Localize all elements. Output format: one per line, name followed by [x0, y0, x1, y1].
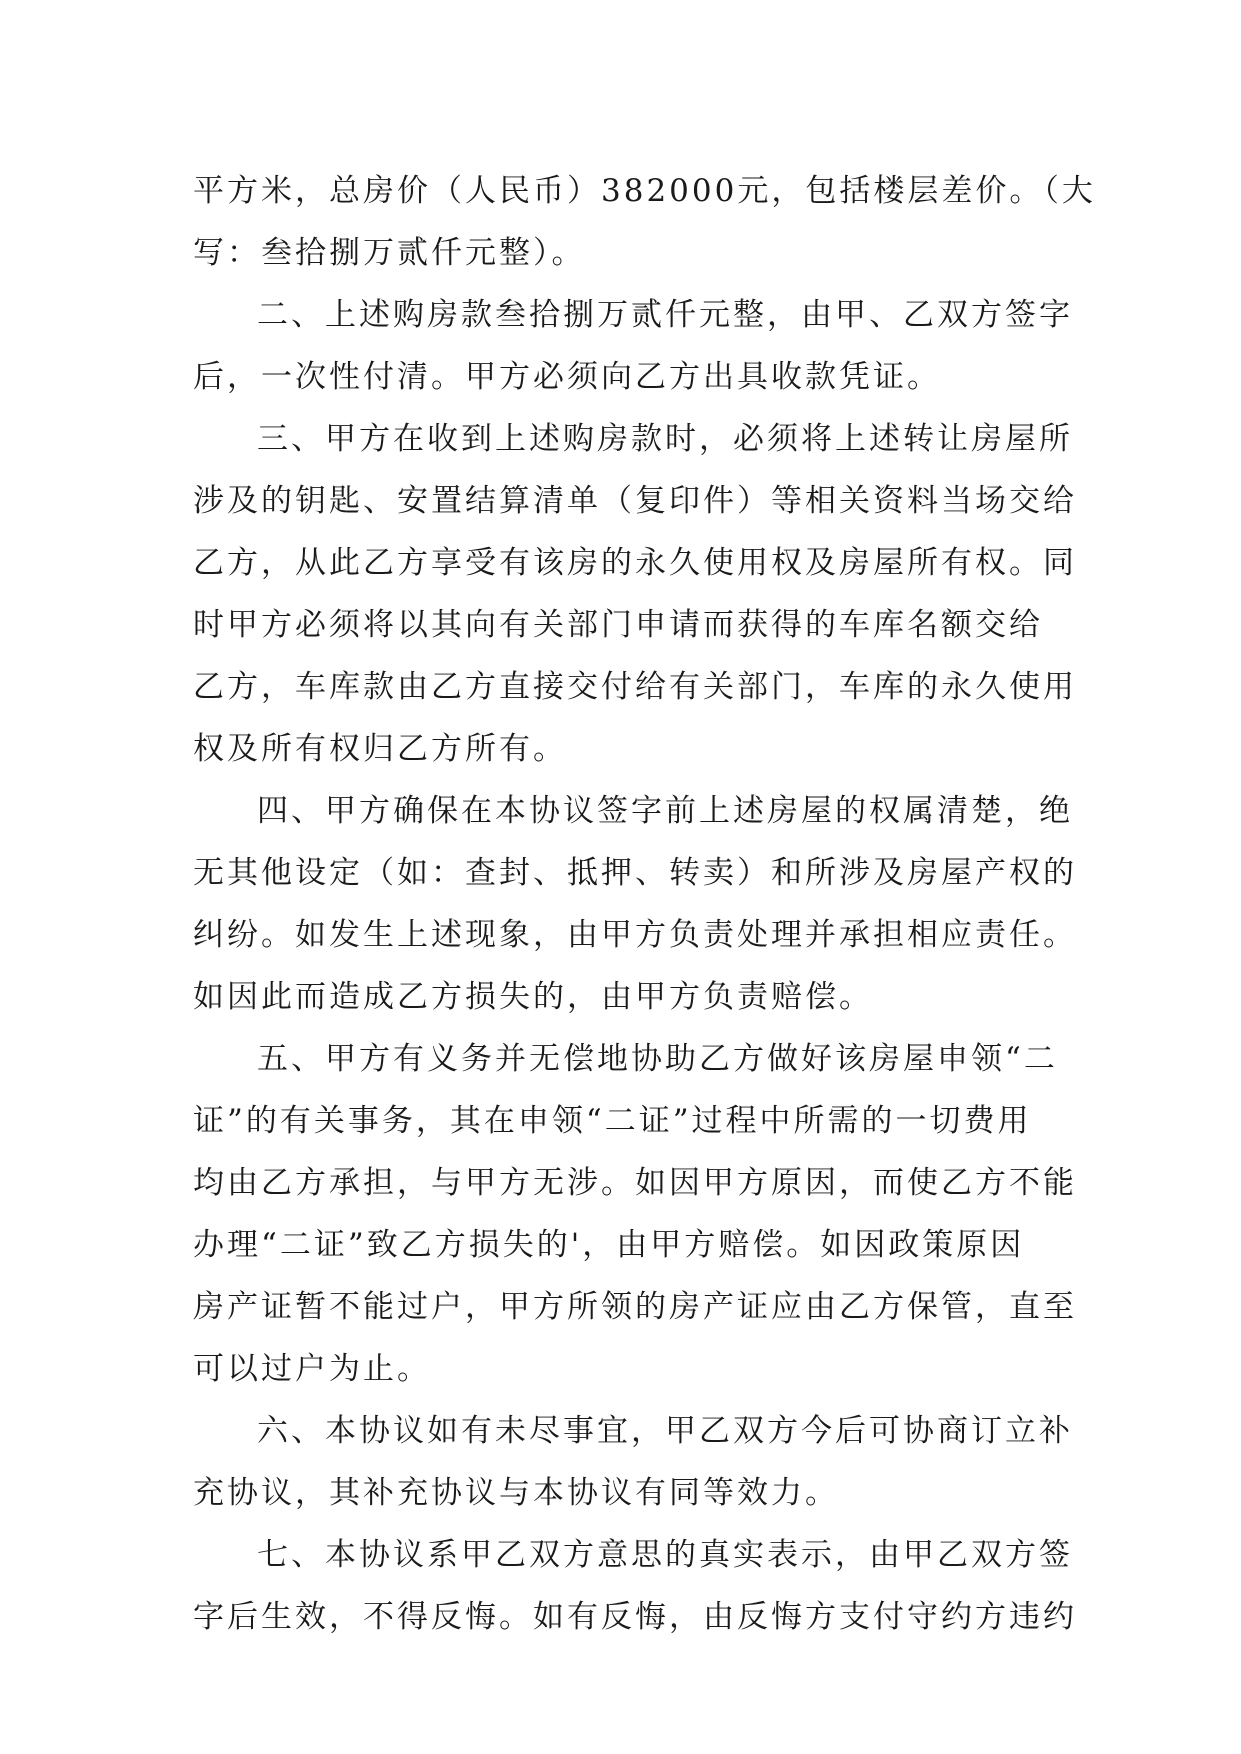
paragraph-first-line: 五、甲方有义务并无偿地协助乙方做好该房屋申领“二 — [257, 1041, 1058, 1077]
text-line: 均由乙方承担，与甲方无涉。如因甲方原因，而使乙方不能 — [193, 1165, 1077, 1201]
text-line: 时甲方必须将以其向有关部门申请而获得的车库名额交给 — [193, 607, 1043, 643]
paragraph-first-line: 七、本协议系甲乙双方意思的真实表示，由甲乙双方签 — [257, 1537, 1073, 1573]
text-line: 房产证暂不能过户，甲方所领的房产证应由乙方保管，直至 — [193, 1289, 1077, 1325]
text-line: 写：叁拾捌万贰仟元整）。 — [193, 235, 586, 271]
text-line: 如因此而造成乙方损失的，由甲方负责赔偿。 — [193, 979, 873, 1015]
text-line: 字后生效，不得反悔。如有反悔，由反悔方支付守约方违约 — [193, 1599, 1077, 1635]
text-line: 证”的有关事务，其在申领“二证”过程中所需的一切费用 — [193, 1103, 1032, 1139]
text-line: 充协议，其补充协议与本协议有同等效力。 — [193, 1475, 839, 1511]
paragraph-first-line: 三、甲方在收到上述购房款时，必须将上述转让房屋所 — [257, 421, 1073, 457]
document-body — [193, 160, 1096, 1648]
text-line: 纠纷。如发生上述现象，由甲方负责处理并承担相应责任。 — [193, 917, 1077, 953]
text-line: 涉及的钥匙、安置结算清单（复印件）等相关资料当场交给 — [193, 483, 1077, 519]
paragraph-first-line: 二、上述购房款叁拾捌万贰仟元整，由甲、乙双方签字 — [257, 297, 1073, 333]
text-line: 无其他设定（如：查封、抵押、转卖）和所涉及房屋产权的 — [193, 855, 1077, 891]
paragraph-first-line: 四、甲方确保在本协议签字前上述房屋的权属清楚，绝 — [257, 793, 1073, 829]
text-line: 乙方，从此乙方享受有该房的永久使用权及房屋所有权。同 — [193, 545, 1077, 581]
text-line: 后，一次性付清。甲方必须向乙方出具收款凭证。 — [193, 359, 941, 395]
text-line: 办理“二证”致乙方损失的'，由甲方赔偿。如因政策原因 — [193, 1227, 1025, 1263]
text-line: 可以过户为止。 — [193, 1351, 431, 1387]
paragraph-first-line: 六、本协议如有未尽事宜，甲乙双方今后可协商订立补 — [257, 1413, 1073, 1449]
text-line: 乙方，车库款由乙方直接交付给有关部门，车库的永久使用 — [193, 669, 1077, 705]
text-line: 权及所有权归乙方所有。 — [193, 731, 567, 767]
text-line: 平方米，总房价（人民币）382000元，包括楼层差价。（大 — [193, 173, 1096, 209]
